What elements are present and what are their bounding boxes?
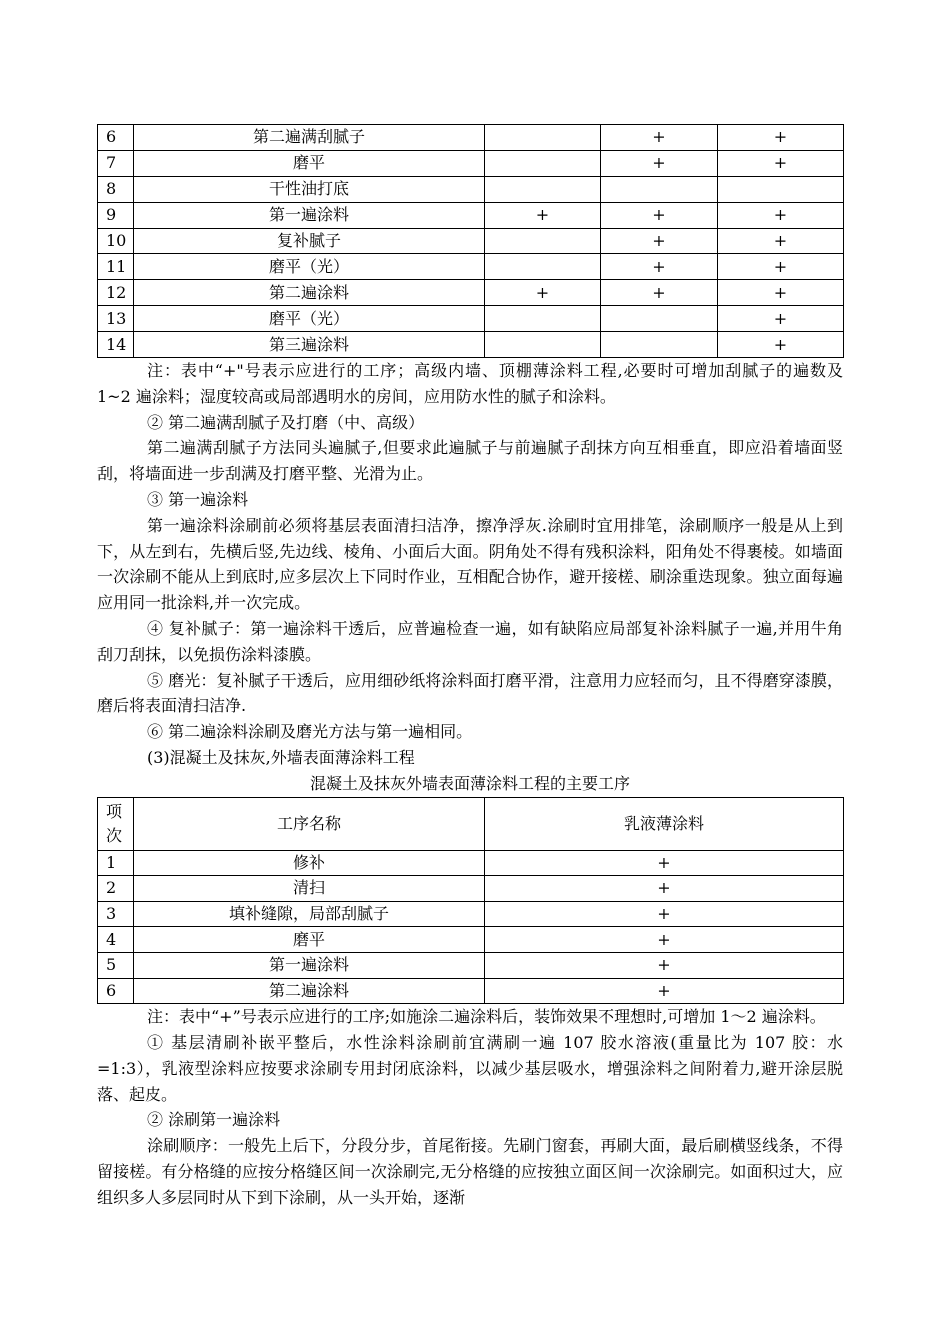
row-number: 2 — [98, 876, 134, 902]
row-number: 10 — [98, 228, 134, 254]
body-paragraph: ① 基层清刷补嵌平整后，水性涂料涂刷前宜满刷一遍 107 胶水溶液(重量比为 107 胶：水=1:3），乳液型涂料应按要求涂刷专用封闭底涂料，以减少基层吸水，增强涂料之间附着力,避开涂层脱落、起皮。 — [97, 1032, 843, 1104]
mark-cell: + — [485, 876, 844, 902]
header-coating-type: 乳液薄涂料 — [485, 797, 844, 850]
mark-cell: + — [485, 952, 844, 978]
mark-cell: + — [718, 280, 844, 306]
mark-cell: + — [601, 254, 718, 280]
table-row — [98, 176, 844, 202]
body-paragraph: ④ 复补腻子：第一遍涂料干透后，应普遍检查一遍，如有缺陷应局部复补涂料腻子一遍,并用牛角刮刀刮抹，以免损伤涂料漆膜。 — [97, 618, 843, 664]
mark-cell — [485, 306, 601, 332]
document-page — [97, 124, 843, 1211]
body-paragraph: ⑥ 第二遍涂料涂刷及磨光方法与第一遍相同。 — [147, 722, 473, 742]
mark-cell: + — [485, 978, 844, 1004]
mark-cell — [601, 176, 718, 202]
process-name: 清扫 — [134, 876, 485, 902]
table-row — [98, 150, 844, 176]
mark-cell — [485, 228, 601, 254]
table-row — [98, 125, 844, 151]
table-note: 注：表中“+"号表示应进行的工序；高级内墙、顶棚薄涂料工程,必要时可增加刮腻子的遍数及 1~2 遍涂料；湿度较高或局部遇明水的房间，应用防水性的腻子和涂料。 — [97, 361, 843, 406]
mark-cell: + — [718, 254, 844, 280]
process-name: 复补腻子 — [134, 228, 485, 254]
row-number: 6 — [98, 125, 134, 151]
table-row — [98, 306, 844, 332]
table-note: 注：表中“+”号表示应进行的工序;如施涂二遍涂料后，装饰效果不理想时,可增加 1～2 遍涂料。 — [147, 1007, 826, 1027]
mark-cell: + — [485, 850, 844, 876]
mark-cell: + — [485, 202, 601, 228]
mark-cell: + — [485, 901, 844, 927]
table-row — [98, 978, 844, 1004]
process-name: 磨平（光） — [134, 306, 485, 332]
mark-cell — [485, 176, 601, 202]
section-heading: ② 第二遍满刮腻子及打磨（中、高级） — [147, 412, 425, 432]
mark-cell — [485, 332, 601, 358]
table-row — [98, 850, 844, 876]
row-number: 6 — [98, 978, 134, 1004]
mark-cell — [601, 332, 718, 358]
table-row — [98, 280, 844, 306]
process-name: 第二遍涂料 — [134, 978, 485, 1004]
process-name: 第二遍满刮腻子 — [134, 125, 485, 151]
section-heading: ③ 第一遍涂料 — [147, 490, 249, 509]
mark-cell: + — [601, 150, 718, 176]
process-table-exterior — [97, 797, 844, 1005]
header-item-number: 项次 — [98, 797, 134, 850]
process-name: 磨平（光） — [134, 254, 485, 280]
body-paragraph: 第二遍满刮腻子方法同头遍腻子,但要求此遍腻子与前遍腻子刮抹方向互相垂直，即应沿着墙面竖刮，将墙面进一步刮满及打磨平整、光滑为止。 — [97, 438, 843, 484]
table-row — [98, 332, 844, 358]
mark-cell: + — [718, 228, 844, 254]
mark-cell — [485, 150, 601, 176]
process-name: 填补缝隙，局部刮腻子 — [134, 901, 485, 927]
process-table-interior — [97, 124, 844, 358]
table-row — [98, 927, 844, 953]
table-row — [98, 876, 844, 902]
row-number: 5 — [98, 952, 134, 978]
process-name: 第三遍涂料 — [134, 332, 485, 358]
table-row — [98, 952, 844, 978]
table-row — [98, 901, 844, 927]
mark-cell: + — [601, 202, 718, 228]
table-row — [98, 254, 844, 280]
mark-cell: + — [718, 306, 844, 332]
table-row — [98, 228, 844, 254]
mark-cell: + — [718, 202, 844, 228]
table-caption: 混凝土及抹灰外墙表面薄涂料工程的主要工序 — [309, 773, 630, 793]
process-name: 磨平 — [134, 150, 485, 176]
table-header-row — [98, 797, 844, 850]
process-name: 第二遍涂料 — [134, 280, 485, 306]
mark-cell: + — [485, 280, 601, 306]
row-number: 9 — [98, 202, 134, 228]
mark-cell: + — [485, 927, 844, 953]
row-number: 3 — [98, 901, 134, 927]
mark-cell: + — [601, 125, 718, 151]
body-paragraph: 涂刷顺序：一般先上后下，分段分步，首尾衔接。先刷门窗套，再刷大面，最后刷横竖线条，不得留接槎。有分格缝的应按分格缝区间一次涂刷完,无分格缝的应按独立面区间一次涂刷完。如面积过大，应组织多人多层同时从下到下涂刷，从一头开始，逐渐 — [97, 1136, 843, 1207]
process-name: 干性油打底 — [134, 176, 485, 202]
row-number: 1 — [98, 850, 134, 876]
header-process-name: 工序名称 — [134, 797, 485, 850]
mark-cell: + — [718, 125, 844, 151]
mark-cell: + — [718, 332, 844, 358]
mark-cell: + — [601, 228, 718, 254]
row-number: 11 — [98, 254, 134, 280]
row-number: 14 — [98, 332, 134, 358]
process-name: 修补 — [134, 850, 485, 876]
row-number: 7 — [98, 150, 134, 176]
row-number: 12 — [98, 280, 134, 306]
mark-cell — [601, 306, 718, 332]
row-number: 8 — [98, 176, 134, 202]
process-name: 第一遍涂料 — [134, 202, 485, 228]
process-name: 第一遍涂料 — [134, 952, 485, 978]
mark-cell: + — [718, 150, 844, 176]
table-row — [98, 202, 844, 228]
section-heading: (3)混凝土及抹灰,外墙表面薄涂料工程 — [147, 747, 415, 767]
mark-cell — [485, 254, 601, 280]
row-number: 13 — [98, 306, 134, 332]
body-paragraph: 第一遍涂料涂刷前必须将基层表面清扫洁净，擦净浮灰.涂刷时宜用排笔，涂刷顺序一般是从上到下，从左到右，先横后竖,先边线、棱角、小面后大面。阴角处不得有残积涂料，阳角处不得裹棱。如墙面一次涂刷不能从上到底时,应多层次上下同时作业，互相配合协作，避开接槎、刷涂重迭现象。独立面每遍应用同一批涂料,并一次完成。 — [97, 515, 843, 613]
mark-cell — [485, 125, 601, 151]
mark-cell: + — [601, 280, 718, 306]
row-number: 4 — [98, 927, 134, 953]
body-paragraph: ⑤ 磨光：复补腻子干透后，应用细砂纸将涂料面打磨平滑，注意用力应轻而匀，且不得磨穿漆膜，磨后将表面清扫洁净. — [97, 670, 843, 716]
section-heading: ② 涂刷第一遍涂料 — [147, 1110, 281, 1130]
mark-cell — [718, 176, 844, 202]
process-name: 磨平 — [134, 927, 485, 953]
